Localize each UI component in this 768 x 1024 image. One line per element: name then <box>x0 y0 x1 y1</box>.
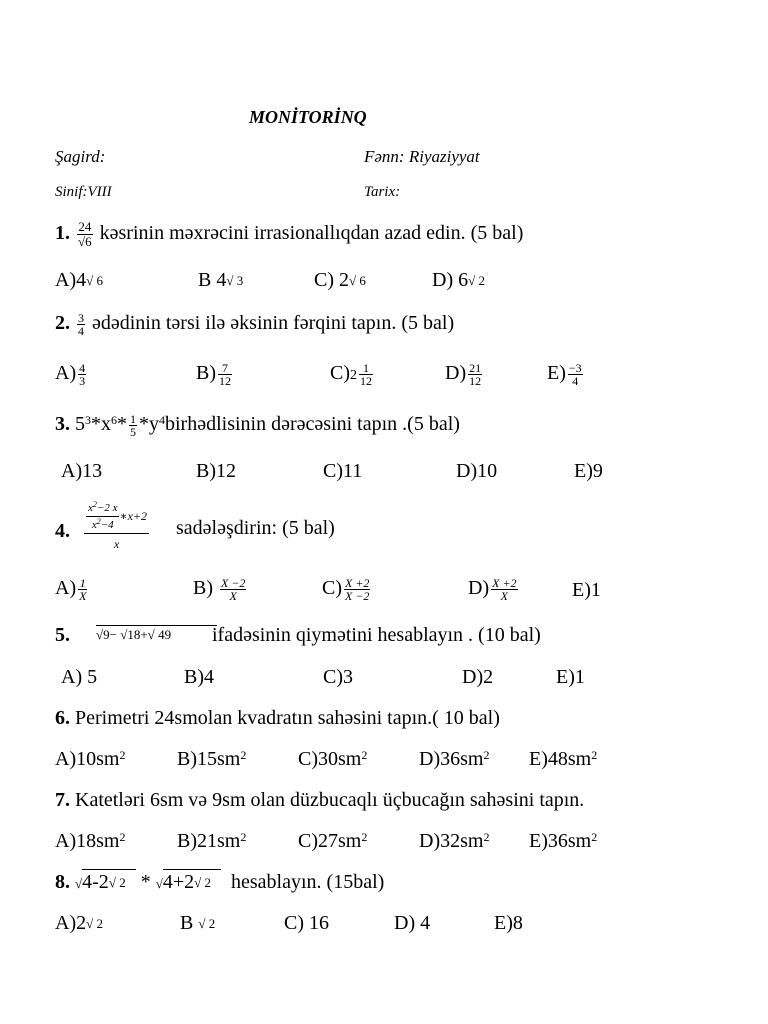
option-c <box>314 269 366 292</box>
radical: √ 3 <box>226 273 244 288</box>
option-d <box>432 269 485 292</box>
fraction-denominator: 5 <box>130 425 136 439</box>
option-a: A)13 <box>61 460 103 482</box>
radical: √ 6 <box>349 273 366 288</box>
option-d <box>468 577 520 602</box>
radical: √ 2 <box>198 916 216 931</box>
term: ∗x+2 <box>119 508 148 523</box>
exponent: 2 <box>361 748 368 762</box>
exponent: 2 <box>96 517 101 526</box>
class-label: Sinif:VIII <box>55 184 112 200</box>
fraction-numerator: 3 <box>78 311 84 325</box>
option-a <box>55 269 103 292</box>
option-b <box>193 577 248 602</box>
option-label: B)21sm <box>177 830 241 852</box>
fraction <box>129 413 137 438</box>
fraction-denominator: X <box>220 589 246 602</box>
exponent: 2 <box>591 748 598 762</box>
option-e: E)9 <box>574 460 603 482</box>
option-a <box>55 748 125 771</box>
inner-fraction <box>86 500 119 531</box>
option-b <box>180 912 215 935</box>
fraction-numerator: 24 <box>78 219 92 234</box>
fraction-denominator: X −2 <box>345 589 370 603</box>
option-c <box>298 830 367 853</box>
option-d: D)2 <box>462 666 494 688</box>
option-c: C) 16 <box>284 912 329 934</box>
question-number: 5. <box>55 624 70 646</box>
exponent: 2 <box>483 830 490 844</box>
fraction <box>359 362 373 387</box>
fraction <box>78 362 86 387</box>
question-2 <box>55 312 454 337</box>
option-label: C) 2 <box>314 269 349 291</box>
question-number: 7. <box>55 789 70 811</box>
question-text: Katetləri 6sm və 9sm olan düzbucaqlı üçbucağın sahəsini tapın. <box>75 789 585 811</box>
question-text: kəsrinin məxrəcini irrasionallıqdan azad edin. (5 bal) <box>99 222 524 245</box>
option-label: C) <box>322 577 342 600</box>
term: −4 <box>100 519 114 531</box>
radical: √ 2 <box>468 273 485 288</box>
fraction <box>568 362 583 387</box>
variable: x <box>91 519 97 531</box>
fraction <box>468 362 482 387</box>
option-b <box>177 830 246 853</box>
question-4-number <box>55 520 70 543</box>
fraction-denominator: 4 <box>568 374 583 387</box>
option-label: C)27sm <box>298 830 362 852</box>
term: −2 x <box>96 502 118 514</box>
question-number: 6. <box>55 707 70 729</box>
inner-numerator <box>86 500 119 516</box>
outer-denominator: x <box>84 533 149 552</box>
option-label: A)10sm <box>55 748 120 770</box>
option-label: D) <box>468 577 490 600</box>
question-number: 2. <box>55 312 70 335</box>
option-label: B <box>180 912 199 934</box>
question-text: ifadəsinin qiymətini hesablayın . (10 bal) <box>212 624 541 646</box>
option-e <box>529 748 597 771</box>
fraction-denominator: 12 <box>360 374 372 388</box>
multiply-sign: * <box>140 871 151 893</box>
whole-part: 2 <box>350 368 357 384</box>
term: * <box>117 413 127 436</box>
fraction <box>78 577 87 602</box>
fraction-denominator: 3 <box>79 374 86 388</box>
fraction-numerator: 4 <box>79 361 86 375</box>
fraction <box>344 577 370 602</box>
exponent: 2 <box>119 830 126 844</box>
option-a: A) 5 <box>61 666 98 688</box>
exponent: 4 <box>159 413 165 428</box>
exponent: 2 <box>240 748 247 762</box>
fraction-denominator: 12 <box>219 374 231 388</box>
option-c <box>298 748 367 771</box>
option-label: A) <box>55 362 77 385</box>
fraction-numerator: X −2 <box>221 576 246 590</box>
fraction-numerator: −3 <box>568 361 582 375</box>
variable: x <box>88 502 93 514</box>
option-label: B)15sm <box>177 748 241 770</box>
fraction <box>491 577 517 602</box>
option-b <box>177 748 246 771</box>
option-d: D)10 <box>456 460 498 482</box>
option-b: B)12 <box>196 460 236 482</box>
option-b: B)4 <box>184 666 214 688</box>
radical: √ 6 <box>86 273 103 288</box>
fraction-numerator: 1 <box>79 576 86 590</box>
question-6 <box>55 707 500 730</box>
question-1 <box>55 220 523 249</box>
option-b <box>198 269 243 292</box>
exponent: 2 <box>92 500 97 509</box>
fraction-numerator: 21 <box>469 361 482 375</box>
option-a <box>55 830 125 853</box>
option-label: E)48sm <box>529 748 592 770</box>
option-a <box>55 362 88 387</box>
option-label: C)30sm <box>298 748 362 770</box>
inner-denominator <box>86 516 119 531</box>
option-label: B) <box>193 577 213 600</box>
fraction-numerator: 7 <box>222 361 228 375</box>
option-label: C) <box>330 362 350 385</box>
option-d <box>419 830 489 853</box>
option-e: E)8 <box>494 912 523 934</box>
option-a <box>55 577 89 602</box>
exponent: 3 <box>85 413 91 428</box>
complex-fraction <box>84 500 149 552</box>
question-text: Perimetri 24smolan kvadratın sahəsini tapın.( 10 bal) <box>75 707 500 729</box>
radical: √ 2 <box>194 875 212 890</box>
fraction-denominator: 4 <box>78 324 84 338</box>
outer-numerator <box>84 500 149 533</box>
fraction-numerator: X +2 <box>345 576 370 590</box>
exponent: 6 <box>111 413 117 428</box>
exponent: 2 <box>119 748 126 762</box>
question-number: 8. <box>55 871 70 893</box>
option-c: C)11 <box>323 460 363 482</box>
option-label: D) 6 <box>432 269 469 291</box>
question-3 <box>55 413 460 438</box>
exponent: 2 <box>240 830 247 844</box>
fraction <box>77 220 93 249</box>
fraction <box>220 577 246 602</box>
question-text: birhədlisinin dərəcəsini tapın .(5 bal) <box>165 413 460 436</box>
option-d: D) 4 <box>394 912 431 934</box>
option-b <box>196 362 234 387</box>
fraction <box>77 312 85 337</box>
radical: √ 2 <box>108 875 126 890</box>
option-a <box>55 912 103 935</box>
option-e: E)1 <box>556 666 585 688</box>
exponent: 2 <box>591 830 598 844</box>
question-number: 3. <box>55 413 70 436</box>
fraction <box>218 362 232 387</box>
student-label: Şagird: <box>55 147 106 166</box>
question-text: ədədinin tərsi ilə əksinin fərqini tapın. (5 bal) <box>92 312 455 335</box>
fraction-denominator: X <box>491 589 517 602</box>
subject-label: Fənn: Riyaziyyat <box>364 147 480 166</box>
fraction-denominator: X <box>79 589 87 603</box>
option-label: A)4 <box>55 269 87 291</box>
option-label: B 4 <box>198 269 227 291</box>
fraction-numerator: 1 <box>130 412 136 426</box>
question-7 <box>55 789 584 812</box>
sqrt-icon: √ <box>75 876 83 891</box>
exponent: 2 <box>361 830 368 844</box>
option-label: D)36sm <box>419 748 484 770</box>
question-text: sadələşdirin: (5 bal) <box>176 517 335 539</box>
option-label: A) <box>55 577 77 600</box>
option-c: C)3 <box>323 666 353 688</box>
option-label: E)36sm <box>529 830 592 852</box>
option-label: D)32sm <box>419 830 484 852</box>
fraction-denominator: 12 <box>469 374 482 388</box>
fraction-numerator: X +2 <box>492 576 517 590</box>
option-label: D) <box>445 362 467 385</box>
page-title: MONİTORİNQ <box>249 107 367 127</box>
question-text: hesablayın. (15bal) <box>231 871 385 893</box>
option-d <box>419 748 489 771</box>
radical-term-1 <box>82 869 136 893</box>
fraction-numerator: 1 <box>363 361 369 375</box>
question-5-number <box>55 624 70 647</box>
date-label: Tarix: <box>364 184 401 200</box>
option-e: E)1 <box>572 579 601 601</box>
question-number: 1. <box>55 222 70 245</box>
question-8 <box>55 871 384 894</box>
term-base: 5 <box>75 413 85 436</box>
outer-fraction <box>84 500 149 552</box>
sqrt-icon: √ <box>155 876 163 891</box>
option-label: B) <box>196 362 216 385</box>
option-e <box>547 362 585 387</box>
term: 4+2 <box>162 871 195 893</box>
option-e <box>529 830 597 853</box>
term: *x <box>91 413 111 436</box>
term: *y <box>139 413 159 436</box>
option-label: A)18sm <box>55 830 120 852</box>
exponent: 2 <box>483 748 490 762</box>
option-d <box>445 362 484 387</box>
option-c <box>330 362 375 387</box>
radical: √ 2 <box>86 916 103 931</box>
radical-expression: √9− √18+√ 49 <box>96 625 217 643</box>
fraction-denominator: √6 <box>78 234 92 249</box>
option-label: A)2 <box>55 912 87 934</box>
option-label: E) <box>547 362 566 385</box>
question-number: 4. <box>55 520 70 542</box>
term: 4-2 <box>82 871 109 893</box>
radical-term-2 <box>163 869 221 893</box>
option-c <box>322 577 372 602</box>
